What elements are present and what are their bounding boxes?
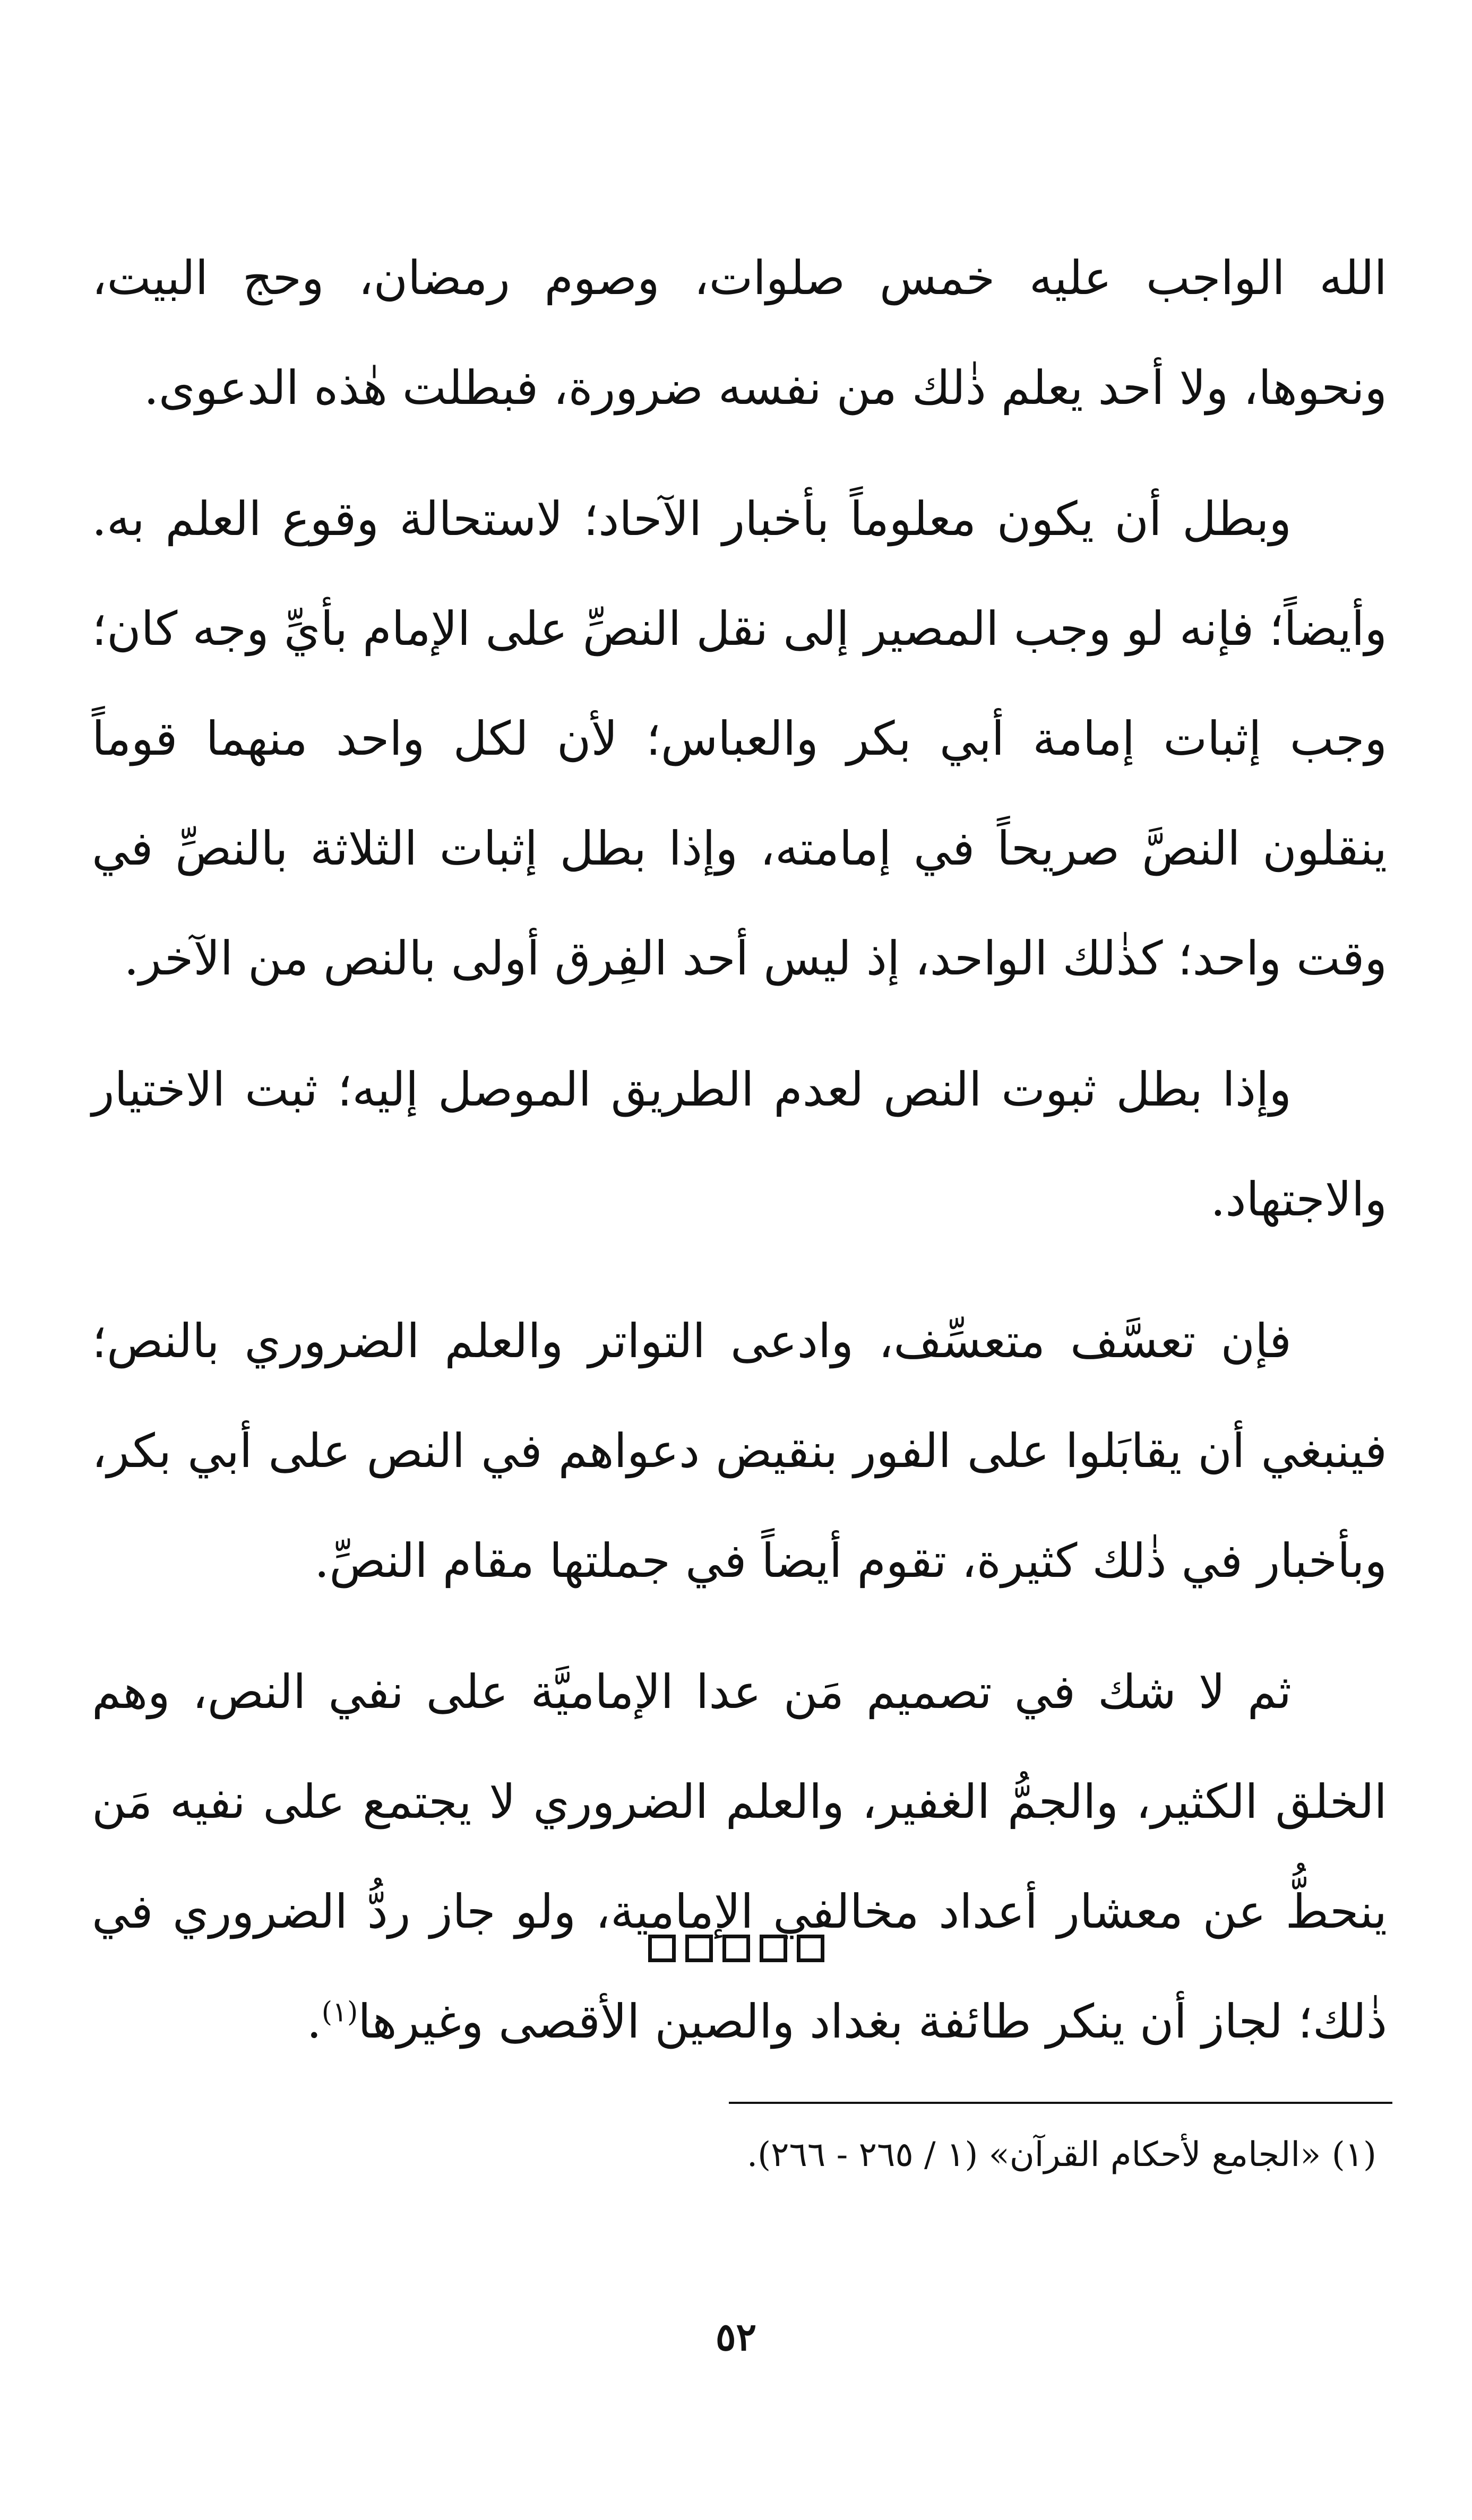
paragraph-4: فإن تعسَّف متعسِّف، وادعى التواتر والعلم الضروري بالنص؛ فينبغي أن يقابَلوا على الفور بنقيض دعواهم في النص على أبي بكر، وبأخبار في ذٰلك كثيرة، تقوم أيضاً في جملتها مقام النصِّ. [92,1314,1387,1588]
ornament-square-icon [797,1935,824,1962]
ornament-square-icon [760,1935,787,1962]
main-text [92,223,1387,2076]
footnote: (١) «الجامع لأحكام القرآن» (١ / ٢٦٥ - ٢٦٦). [746,2135,1376,2174]
ornament-square-icon [722,1935,750,1962]
paragraph-3: وإذا بطل ثبوت النص لعدم الطريق الموصل إليه؛ ثبت الاختيار والاجتهاد. [92,1062,1387,1227]
paragraph-5-text: ثم لا شك في تصميم مَن عدا الإماميَّة على نفي النص، وهم الخلق الكثير، والجمُّ الغفير، والعلم الضروري لا يجتمع على نفيه مَن ينحطُّ عن معشار أعداد مخالفي الإمامية، ولو جاز ردُّ الضروري في ذٰلك؛ لجاز أن ينكر طائفة بغداد والصين الأقصى وغيرها [92,1664,1388,2049]
footnote-marker: (١) [321,1996,358,2029]
section-ornament [0,1935,1472,1962]
paragraph-2: وبطل أن يكون معلوماً بأخبار الآحاد؛ لاستحالة وقوع العلم به. وأيضاً؛ فإنه لو وجب المصير إلى نقل النصِّ على الإمام بأيِّ وجه كان؛ وجب إثبات إمامة أبي بكر والعباس؛ لأن لكل واحد منهما قوماً ينقلون النصَّ صريحاً في إمامته، وإذا بطل إثبات الثلاثة بالنصِّ في وقت واحد؛ كذٰلك الواحد، إذ ليس أحد الفِرق أولى بالنص من الآخر. [92,491,1388,986]
paragraph-1: الله الواجب عليه خمس صلوات، وصوم رمضان، وحج البيت، ونحوها، ولا أحد يعلم ذٰلك من نفسه ضرورة، فبطلت هٰذه الدعوى. [92,251,1387,415]
paragraph-5 [92,1637,1387,2076]
page-number: ٥٢ [715,2314,757,2359]
paragraph-5-tail: . [306,1994,322,2049]
footnote-divider [729,2102,1392,2104]
ornament-square-icon [685,1935,713,1962]
ornament-square-icon [648,1935,676,1962]
